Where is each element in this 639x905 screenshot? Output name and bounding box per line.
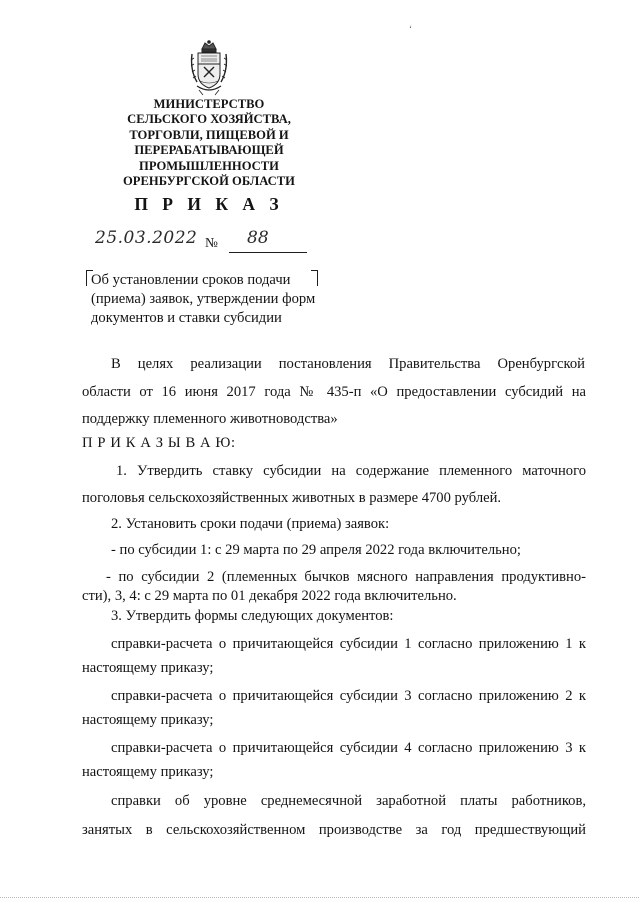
subject-line: (приема) заявок, утверждении форм	[91, 291, 316, 307]
page-edge	[0, 897, 639, 898]
item-1-line: поголовья сельскохозяйственных животных в размере 4700 рублей.	[82, 490, 502, 506]
order-number: 88	[247, 228, 269, 248]
number-underline	[229, 252, 307, 253]
item-3-title: 3. Утвердить формы следующих документов:	[111, 608, 394, 624]
subject-line: Об установлении сроков подачи	[91, 272, 291, 288]
ministry-line: МИНИСТЕРСТВО	[153, 97, 265, 111]
preamble-line: поддержку племенного животноводства»	[82, 411, 338, 427]
item-1-line: 1. Утвердить ставку субсидии на содержание племенного маточного	[116, 463, 586, 479]
ministry-line: ТОРГОВЛИ, ПИЩЕВОЙ И	[129, 127, 289, 142]
form-item-line: справки-расчета о причитающейся субсидии 4 согласно приложению 3 к	[111, 740, 586, 756]
number-sign: №	[205, 235, 218, 250]
item-2-title: 2. Установить сроки подачи (приема) заявок:	[111, 516, 390, 532]
ministry-line: ОРЕНБУРГСКОЙ ОБЛАСТИ	[123, 174, 295, 189]
form-item-line: настоящему приказу;	[82, 712, 214, 728]
ministry-line: ПЕРЕРАБАТЫВАЮЩЕЙ	[134, 143, 284, 158]
form-item-line: настоящему приказу;	[82, 764, 214, 780]
ministry-name	[115, 97, 303, 189]
order-subject	[91, 271, 336, 328]
form-item-line: справки-расчета о причитающейся субсидии 3 согласно приложению 2 к	[111, 688, 586, 704]
stray-mark: ʻ	[409, 24, 412, 34]
form-item-line: справки-расчета о причитающейся субсидии 1 согласно приложению 1 к	[111, 636, 586, 652]
order-date: 25.03.2022	[95, 228, 198, 248]
ministry-line: СЕЛЬСКОГО ХОЗЯЙСТВА,	[127, 112, 291, 127]
last-paragraph-line: занятых в сельскохозяйственном производстве за год предшествующий	[82, 822, 586, 838]
item-2-subsidy-1: - по субсидии 1: с 29 марта по 29 апреля 2022 года включительно;	[111, 542, 521, 558]
ministry-line: ПРОМЫШЛЕННОСТИ	[139, 158, 279, 173]
form-item-line: настоящему приказу;	[82, 660, 214, 676]
item-2-subsidy-2-line: сти), 3, 4: с 29 марта по 01 декабря 2022 года включительно.	[82, 588, 457, 604]
order-title: П Р И К А З	[134, 194, 284, 214]
preamble-line: области от 16 июня 2017 года № 435-п «О предоставлении субсидий на	[82, 384, 586, 400]
item-2-subsidy-2-line: - по субсидии 2 (племенных бычков мясного направления продуктивно-	[106, 569, 586, 585]
preamble-line: В целях реализации постановления Правительства Оренбургской	[111, 356, 585, 372]
last-paragraph-line: справки об уровне среднемесячной заработной платы работников,	[111, 793, 586, 809]
subject-line: документов и ставки субсидии	[91, 310, 282, 326]
decree-word: П Р И К А З Ы В А Ю:	[82, 435, 236, 451]
coat-of-arms-icon	[189, 40, 229, 98]
